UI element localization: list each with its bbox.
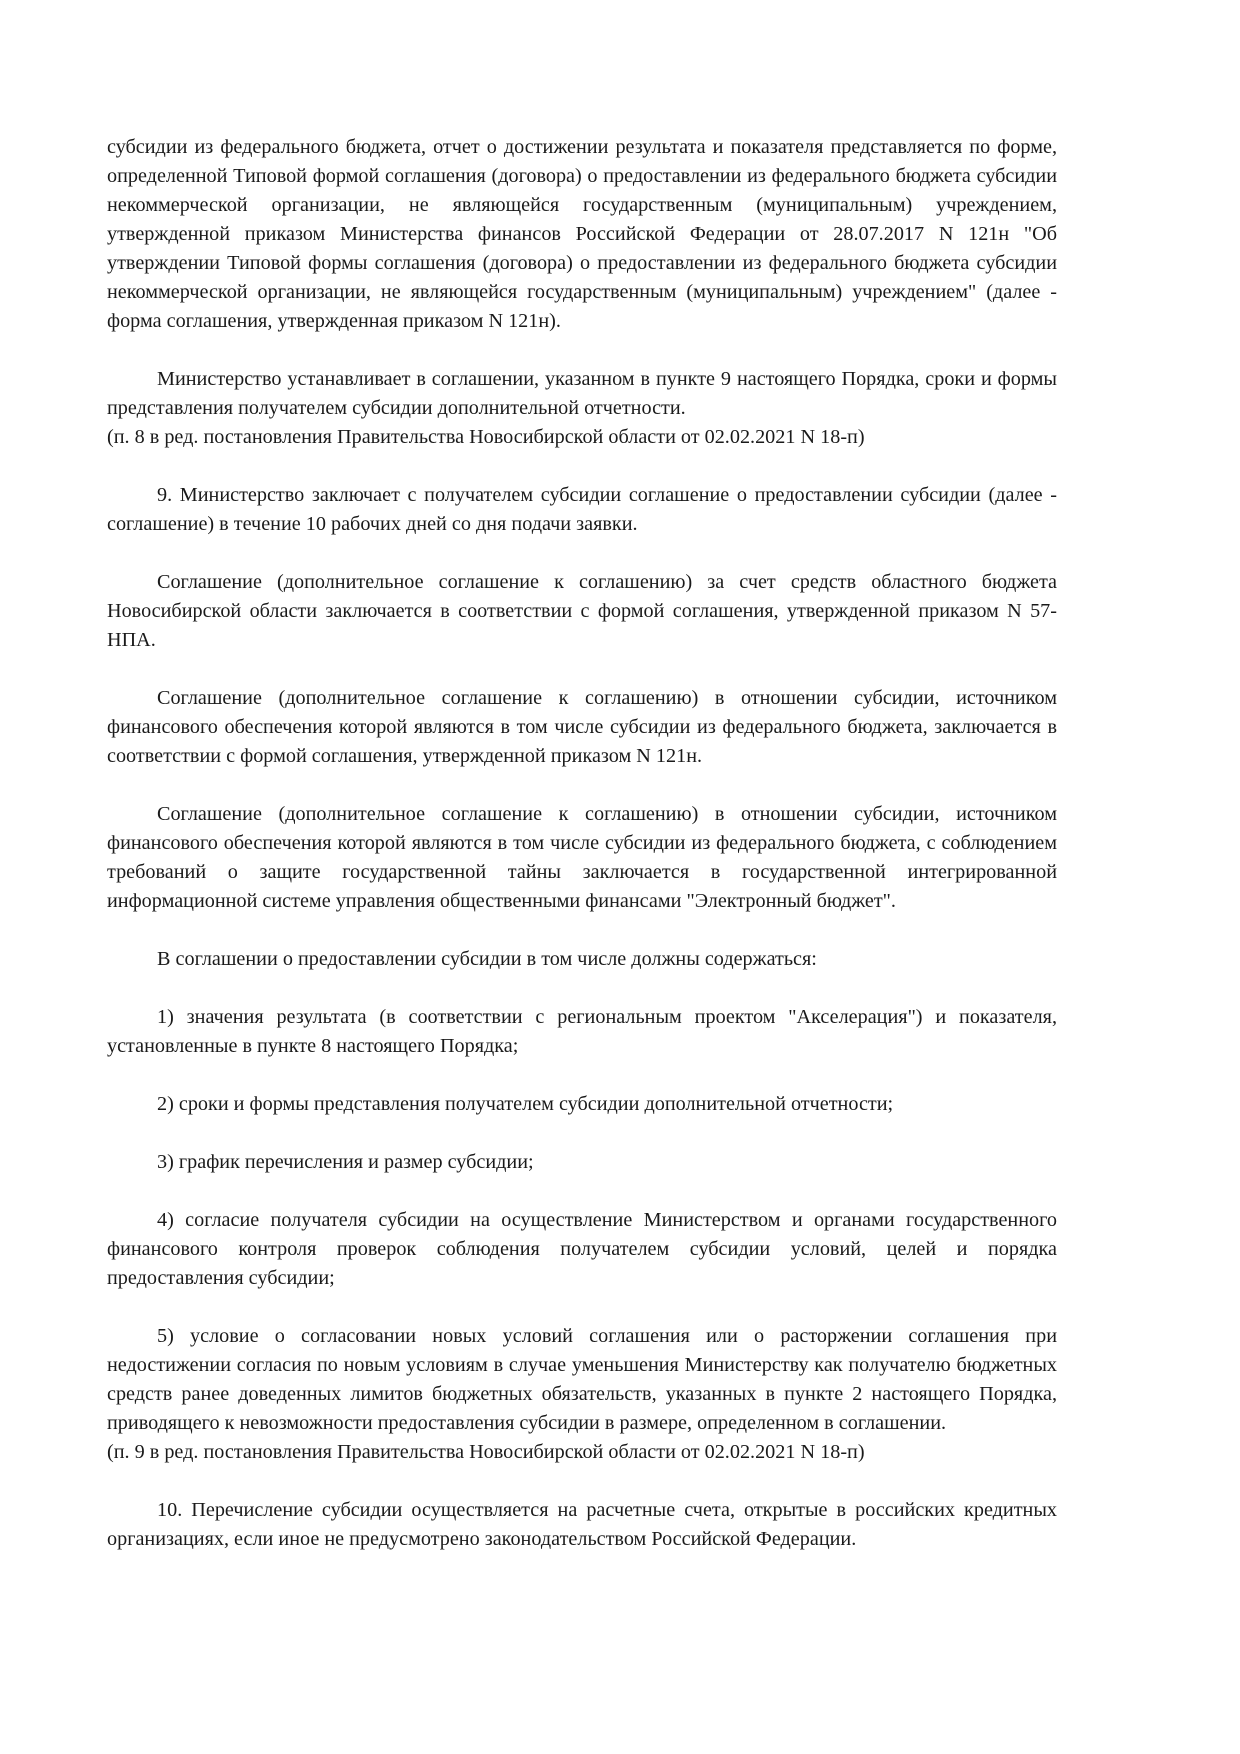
paragraph-agreement-regional: Соглашение (дополнительное соглашение к соглашению) за счет средств областного бюджета Новосибирской области заключается в соответствии с формой соглашения, утвержденной приказом N 57-НПА. bbox=[107, 571, 1057, 651]
paragraph-agreement-contents-intro: В соглашении о предоставлении субсидии в том числе должны содержаться: bbox=[157, 948, 817, 970]
list-item-4: 4) согласие получателя субсидии на осуществление Министерством и органами государственного финансового контроля проверок соблюдения получателем субсидии условий, целей и порядка предоставления субсидии; bbox=[107, 1209, 1057, 1289]
paragraph-item-10: 10. Перечисление субсидии осуществляется на расчетные счета, открытые в российских кредитных организациях, если иное не предусмотрено законодательством Российской Федерации. bbox=[107, 1499, 1057, 1550]
paragraph-report-form: субсидии из федерального бюджета, отчет о достижении результата и показателя представляется по форме, определенной Типовой формой соглашения (договора) о предоставлении из федерального бюджета субсидии некоммерческой организации, не являющейся государственным (муниципальным) учреждением, утвержденной приказом Министерства финансов Российской Федерации от 28.07.2017 N 121н "Об утверждении Типовой формы соглашения (договора) о предоставлении из федерального бюджета субсидии некоммерческой организации, не являющейся государственным (муниципальным) учреждением" (далее - форма соглашения, утвержденная приказом N 121н). bbox=[107, 136, 1057, 332]
amendment-note-p9: (п. 9 в ред. постановления Правительства Новосибирской области от 02.02.2021 N 18-п) bbox=[107, 1441, 865, 1463]
list-item-5: 5) условие о согласовании новых условий соглашения или о расторжении соглашения при недостижении согласия по новым условиям в случае уменьшения Министерству как получателю бюджетных средств ранее доведенных лимитов бюджетных обязательств, указанных в пункте 2 настоящего Порядка, приводящего к невозможности предоставления субсидии в размере, определенном в соглашении. bbox=[107, 1325, 1057, 1434]
document-page bbox=[107, 133, 1057, 1583]
list-item-2: 2) сроки и формы представления получателем субсидии дополнительной отчетности; bbox=[157, 1093, 894, 1115]
amendment-note-p8: (п. 8 в ред. постановления Правительства Новосибирской области от 02.02.2021 N 18-п) bbox=[107, 426, 865, 448]
paragraph-agreement-state-secret: Соглашение (дополнительное соглашение к соглашению) в отношении субсидии, источником финансового обеспечения которой являются в том числе субсидии из федерального бюджета, с соблюдением требований о защите государственной тайны заключается в государственной интегрированной информационной системе управления общественными финансами "Электронный бюджет". bbox=[107, 803, 1057, 912]
list-item-3: 3) график перечисления и размер субсидии; bbox=[157, 1151, 534, 1173]
paragraph-agreement-federal: Соглашение (дополнительное соглашение к соглашению) в отношении субсидии, источником финансового обеспечения которой являются в том числе субсидии из федерального бюджета, заключается в соответствии с формой соглашения, утвержденной приказом N 121н. bbox=[107, 687, 1057, 767]
list-item-1: 1) значения результата (в соответствии с региональным проектом "Акселерация") и показателя, установленные в пункте 8 настоящего Порядка; bbox=[107, 1006, 1057, 1057]
paragraph-additional-reporting: Министерство устанавливает в соглашении, указанном в пункте 9 настоящего Порядка, сроки и формы представления получателем субсидии дополнительной отчетности. bbox=[107, 368, 1057, 419]
paragraph-item-9: 9. Министерство заключает с получателем субсидии соглашение о предоставлении субсидии (далее - соглашение) в течение 10 рабочих дней со дня подачи заявки. bbox=[107, 484, 1057, 535]
